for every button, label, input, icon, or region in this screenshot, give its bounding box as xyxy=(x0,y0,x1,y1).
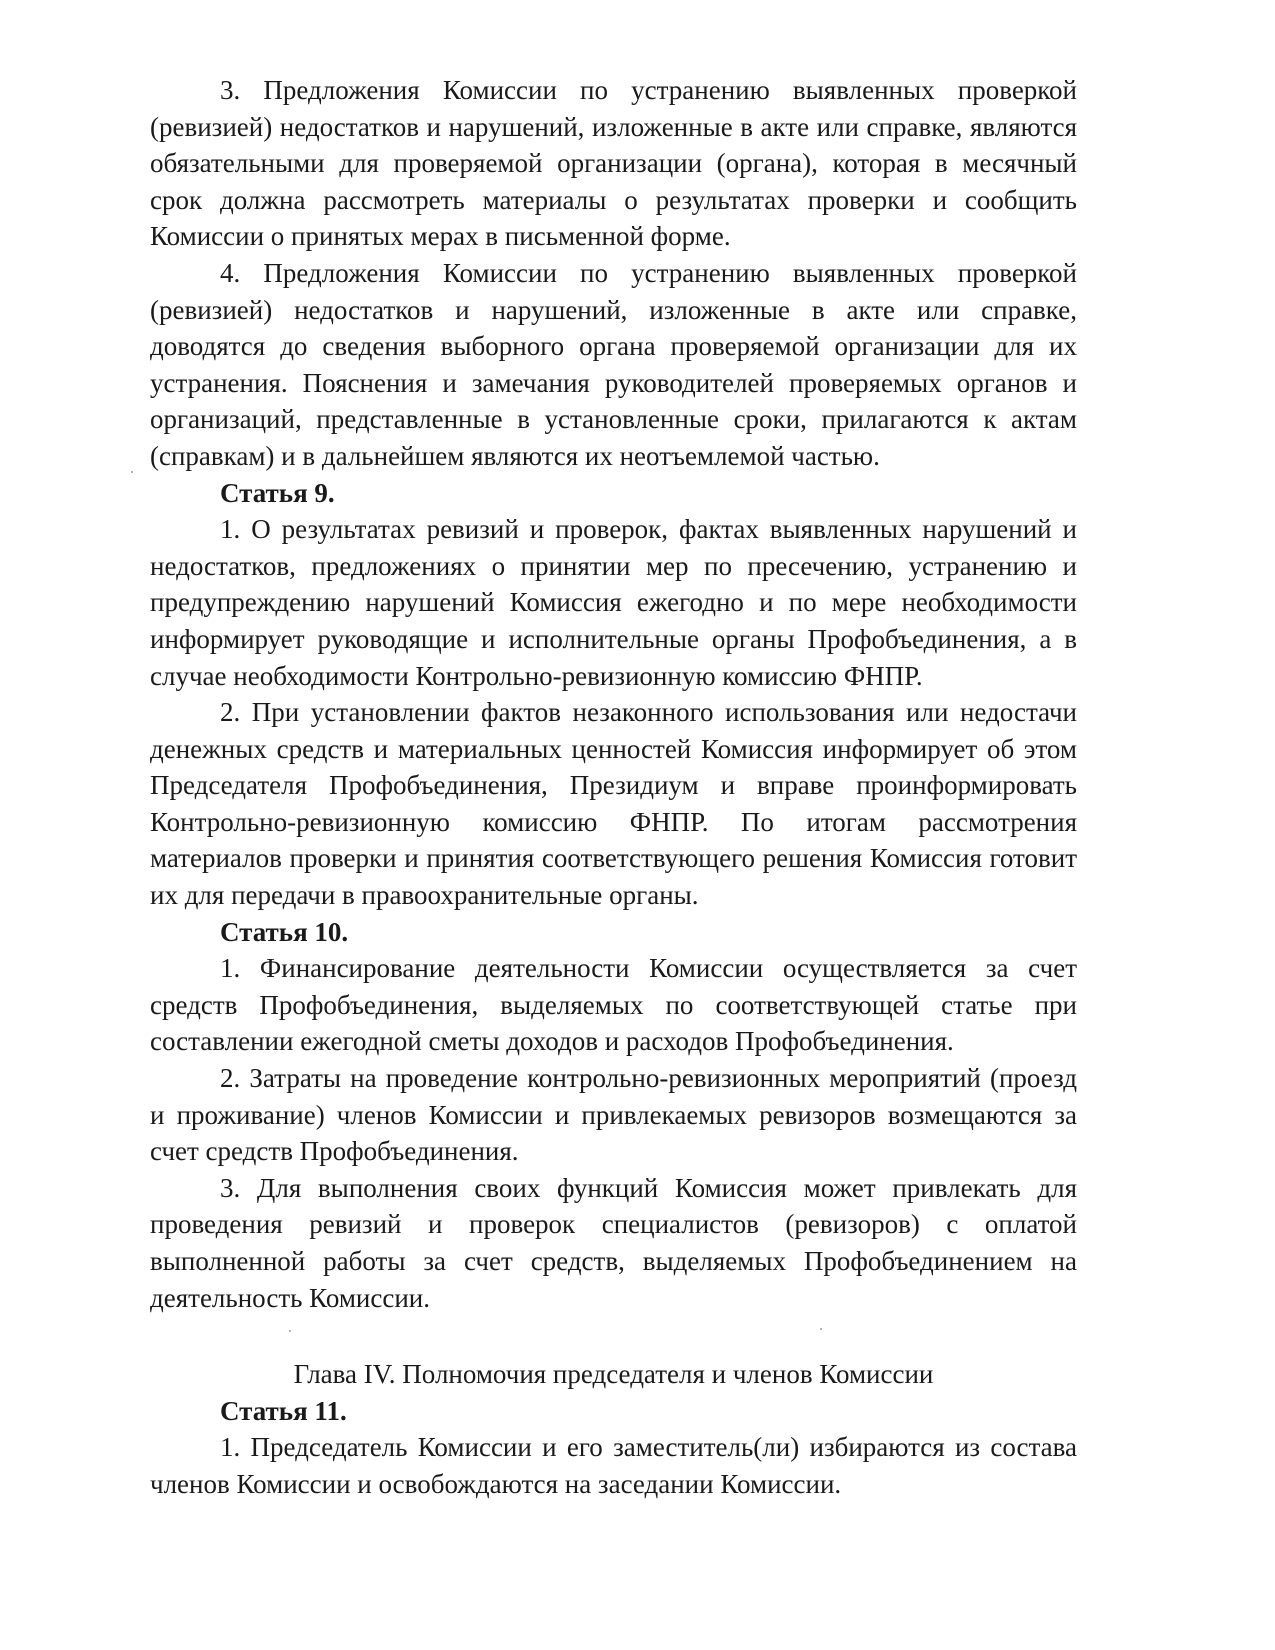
article-9-heading: Статья 9. xyxy=(220,477,335,508)
chapter-4-title: Глава IV. Полномочия председателя и членов Комиссии xyxy=(293,1359,934,1390)
paragraph-10-1: 1. Финансирование деятельности Комиссии осуществляется за счет средств Профобъединения, выделяемых по соответствующей статье при составлении ежегодной сметы доходов и расходов Профобъединения. xyxy=(150,953,1077,1057)
article-11-heading: Статья 11. xyxy=(220,1395,347,1426)
paragraph-10-2: 2. Затраты на проведение контрольно-ревизионных мероприятий (проезд и проживание) членов Комиссии и привлекаемых ревизоров возмещаются за счет средств Профобъединения. xyxy=(150,1063,1077,1167)
paragraph-11-1: 1. Председатель Комиссии и его заместитель(ли) избираются из состава членов Комиссии и освобождаются на заседании Комиссии. xyxy=(150,1432,1077,1499)
paragraph-8-3: 3. Предложения Комиссии по устранению выявленных проверкой (ревизией) недостатков и нарушений, изложенные в акте или справке, являются обязательными для проверяемой организации (органа), которая в месячный срок должна рассмотреть материалы о результатах проверки и сообщить Комиссии о принятых мерах в письменной форме. xyxy=(150,75,1077,252)
paragraph-9-1: 1. О результатах ревизий и проверок, фактах выявленных нарушений и недостатков, предложениях о принятии мер по пресечению, устранению и предупреждению нарушений Комиссия ежегодно и по мере необходимости информирует руководящие и исполнительные органы Профобъединения, а в случае необходимости Контрольно-ревизионную комиссию ФНПР. xyxy=(150,514,1077,691)
scan-artifact-dot xyxy=(289,1330,291,1332)
paragraph-8-4: 4. Предложения Комиссии по устранению выявленных проверкой (ревизией) недостатков и нарушений, изложенные в акте или справке, доводятся до сведения выборного органа проверяемой организации для их устранения. Пояснения и замечания руководителей проверяемых органов и организаций, представленные в установленные сроки, прилагаются к актам (справкам) и в дальнейшем являются их неотъемлемой частью. xyxy=(150,257,1077,471)
paragraph-10-3: 3. Для выполнения своих функций Комиссия может привлекать для проведения ревизий и проверок специалистов (ревизоров) с оплатой выполненной работы за счет средств, выделяемых Профобъединением на деятельность Комиссии. xyxy=(150,1172,1077,1313)
scan-artifact-dot xyxy=(131,471,133,473)
document-page xyxy=(150,72,1077,1503)
scan-artifact-dot xyxy=(820,1328,822,1330)
article-10-heading: Статья 10. xyxy=(220,916,349,947)
paragraph-9-2: 2. При установлении фактов незаконного использования или недостачи денежных средств и материальных ценностей Комиссия информирует об этом Председателя Профобъединения, Президиум и вправе проинформировать Контрольно-ревизионную комиссию ФНПР. По итогам рассмотрения материалов проверки и принятия соответствующего решения Комиссия готовит их для передачи в правоохранительные органы. xyxy=(150,697,1077,911)
